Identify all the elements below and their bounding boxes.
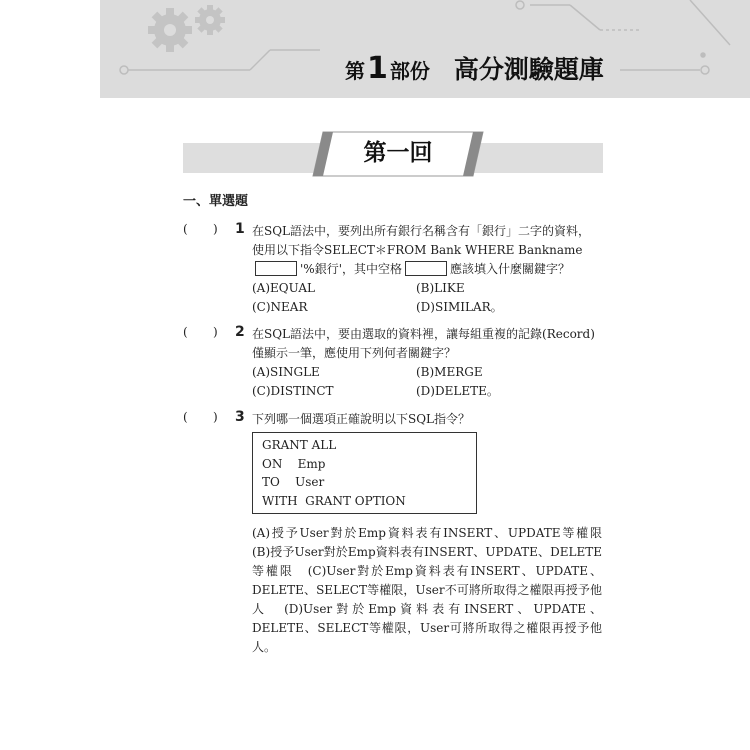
option-c: (C)DISTINCT xyxy=(252,384,334,398)
question-number: 1 xyxy=(235,221,245,237)
chapter-header xyxy=(100,0,750,98)
answer-paren-open: ( xyxy=(183,410,188,424)
code-line: GRANT ALL xyxy=(262,438,337,452)
round-heading xyxy=(309,128,487,180)
option-b: (B)MERGE xyxy=(416,365,483,379)
question-line xyxy=(252,260,607,279)
options xyxy=(252,279,607,317)
part-suffix: 部份 xyxy=(389,59,430,83)
question-line: 在SQL語法中，要由選取的資料裡，讓每組重複的記錄(Record) xyxy=(252,327,595,341)
question-body xyxy=(252,410,615,657)
blank-box xyxy=(405,261,447,276)
answer-paren-close: ) xyxy=(213,325,218,339)
part-number: 1 xyxy=(367,51,388,86)
code-line: TO User xyxy=(262,475,325,489)
question-number: 2 xyxy=(235,324,245,340)
code-line: WITH GRANT OPTION xyxy=(262,493,406,508)
question-body xyxy=(252,222,607,317)
part-prefix: 第 xyxy=(345,59,365,83)
sql-code-box xyxy=(252,432,477,514)
question-body xyxy=(252,325,607,401)
round-title: 第一回 xyxy=(363,140,433,166)
question-line: 使用以下指令SELECT＊FROM Bank WHERE Bankname xyxy=(252,243,583,257)
question-fragment: ，其中空格 xyxy=(342,262,403,276)
question-line: 在SQL語法中，要列出所有銀行名稱含有「銀行」二字的資料， xyxy=(252,224,591,238)
option-c: (C)NEAR xyxy=(252,300,308,314)
question-line: 下列哪一個選項正確說明以下SQL指令？ xyxy=(252,412,471,426)
options xyxy=(252,363,607,401)
blank-box xyxy=(255,261,297,276)
option-b: (B)LIKE xyxy=(416,281,465,295)
option-d: (D)DELETE。 xyxy=(416,384,499,398)
answer-paren-close: ) xyxy=(213,222,218,236)
answer-paren-open: ( xyxy=(183,325,188,339)
answer-paren-open: ( xyxy=(183,222,188,236)
option-d: (D)SIMILAR。 xyxy=(416,300,503,314)
code-line: ON Emp xyxy=(262,456,326,471)
question-fragment: 應該填入什麼關鍵字？ xyxy=(450,262,571,276)
section-heading: 一、單選題 xyxy=(183,194,249,209)
question-fragment: '%銀行' xyxy=(300,262,343,276)
question-line: 僅顯示一筆，應使用下列何者關鍵字？ xyxy=(252,346,457,360)
options-paragraph: (A)授予User對於Emp資料表有INSERT、UPDATE等權限 (B)授予User對於Emp資料表有INSERT、UPDATE、DELETE等權限 (C)User對於Emp資料表有INSERT、UPDATE、DELETE、SELECT等權限，User不可將所取得之權限再授予他人 (D)User對於Emp資料表有INSERT、UPDATE、DELETE、SELECT等權限，User可將所取得之權限再授予他人。 xyxy=(252,526,615,654)
answer-paren-close: ) xyxy=(213,410,218,424)
part-title xyxy=(345,50,604,86)
question-number: 3 xyxy=(235,409,245,425)
chapter-title: 高分測驗題庫 xyxy=(453,55,604,84)
option-a: (A)SINGLE xyxy=(252,365,320,379)
option-a: (A)EQUAL xyxy=(252,281,316,295)
